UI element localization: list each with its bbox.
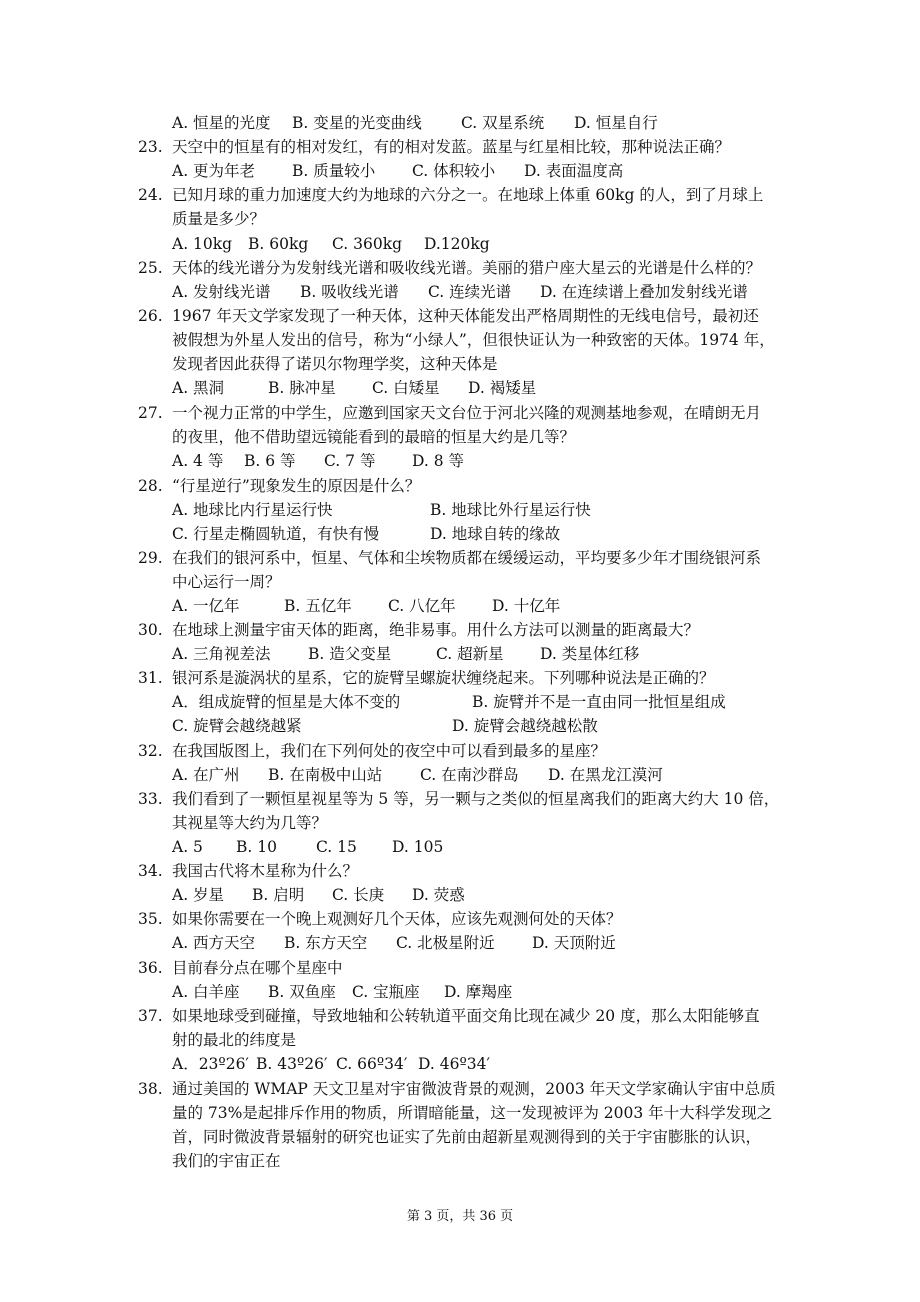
option-a: A．组成旋臂的恒星是大体不变的: [172, 693, 401, 711]
question-number: 25.: [138, 259, 163, 277]
question-number: 26.: [138, 307, 163, 325]
question-stem-line: 发现者因此获得了诺贝尔物理学奖，这种天体是: [172, 355, 498, 373]
question-stem-line: 天体的线光谱分为发射线光谱和吸收线光谱。美丽的猎户座大星云的光谱是什么样的？: [172, 259, 762, 277]
option-b: B. 地球比外行星运行快: [430, 501, 591, 519]
question-number: 38.: [138, 1080, 163, 1098]
option-a: A. 5: [172, 838, 203, 856]
option-c: C. 连续光谱: [428, 283, 512, 301]
option-d: D. 46º34′: [418, 1055, 490, 1073]
question-number: 32.: [138, 742, 163, 760]
option-b: B. 启明: [252, 886, 305, 904]
option-b: B. 60kg: [248, 235, 309, 253]
option-d: D. 旋臂会越绕越松散: [452, 717, 598, 735]
option-c: C. 旋臂会越绕越紧: [172, 717, 302, 735]
question-stem-line: 如果地球受到碰撞，导致地轴和公转轨道平面交角比现在减少 20 度，那么太阳能够直: [172, 1007, 760, 1025]
option-a: A. 更为年老: [172, 162, 256, 180]
question-stem-line: 天空中的恒星有的相对发红，有的相对发蓝。蓝星与红星相比较，那种说法正确？: [172, 138, 731, 156]
option-d: D. 荧惑: [412, 886, 465, 904]
question-number: 33.: [138, 790, 163, 808]
option-a: A. 西方天空: [172, 934, 256, 952]
option-c: C. 超新星: [436, 645, 504, 663]
question-number: 23.: [138, 138, 163, 156]
question-stem-line: 其视星等大约为几等？: [172, 814, 328, 832]
option-c: C. 宝瓶座: [352, 983, 420, 1001]
option-a: A. 地球比内行星运行快: [172, 501, 333, 519]
question-stem-line: 射的最北的纬度是: [172, 1031, 297, 1049]
option-d: D. 地球自转的缘故: [430, 525, 561, 543]
option-a: A. 白羊座: [172, 983, 240, 1001]
question-stem-line: 通过美国的 WMAP 天文卫星对宇宙微波背景的观测，2003 年天文学家确认宇宙中总质: [172, 1080, 776, 1098]
question-number: 27.: [138, 404, 163, 422]
question-stem-line: “行星逆行”现象发生的原因是什么？: [172, 477, 421, 495]
question-stem-line: 在地球上测量宇宙天体的距离，绝非易事。用什么方法可以测量的距离最大？: [172, 621, 700, 639]
question-number: 30.: [138, 621, 163, 639]
option-d: D. 表面温度高: [524, 162, 624, 180]
option-d: D. 天顶附近: [532, 934, 616, 952]
option-a: A. 4 等: [172, 452, 224, 470]
page-footer: 第 3 页，共 36 页: [406, 1209, 514, 1224]
question-stem-line: 银河系是漩涡状的星系，它的旋臂呈螺旋状缠绕起来。下列哪种说法是正确的？: [172, 669, 715, 687]
question-stem-line: 首，同时微波背景辐射的研究也证实了先前由超新星观测得到的关于宇宙膨胀的认识，: [172, 1128, 762, 1146]
question-stem-line: 被假想为外星人发出的信号，称为“小绿人”，但很快证认为一种致密的天体。1974 年，: [172, 331, 775, 349]
option-b: B. 旋臂并不是一直由同一批恒星组成: [472, 693, 726, 711]
question-stem-line: 我们的宇宙正在: [172, 1152, 281, 1170]
option-b: B. 43º26′: [256, 1055, 328, 1073]
option-a: A. 发射线光谱: [172, 283, 271, 301]
question-stem-line: 一个视力正常的中学生，应邀到国家天文台位于河北兴隆的观测基地参观，在晴朗无月: [172, 404, 762, 422]
option-b: B. 质量较小: [292, 162, 376, 180]
option-a: A. 在广州: [172, 766, 240, 784]
option-a: A. 10kg: [172, 235, 233, 253]
option-b: B. 脉冲星: [268, 379, 336, 397]
option-d: D. 恒星自行: [574, 114, 658, 132]
question-stem-line: 在我们的银河系中，恒星、气体和尘埃物质都在缓缓运动，平均要多少年才围绕银河系: [172, 549, 762, 567]
question-number: 35.: [138, 910, 163, 928]
option-d: D. 类星体红移: [540, 645, 640, 663]
question-number: 34.: [138, 862, 163, 880]
option-b: B. 6 等: [244, 452, 296, 470]
option-a: A．23º26′: [172, 1055, 249, 1073]
option-c: C. 体积较小: [412, 162, 496, 180]
option-d: D.120kg: [424, 235, 490, 253]
option-b: B. 东方天空: [284, 934, 368, 952]
option-b: B. 吸收线光谱: [300, 283, 399, 301]
option-d: D. 在连续谱上叠加发射线光谱: [540, 283, 748, 301]
option-c: C. 八亿年: [388, 597, 456, 615]
option-c: C. 白矮星: [372, 379, 440, 397]
option-b: B. 变星的光变曲线: [292, 114, 422, 132]
option-b: B. 10: [236, 838, 277, 856]
option-d: D. 105: [392, 838, 444, 856]
question-stem-line: 的夜里，他不借助望远镜能看到的最暗的恒星大约是几等？: [172, 428, 576, 446]
question-stem-line: 量的 73%是起排斥作用的物质，所谓暗能量，这一发现被评为 2003 年十大科学发现之: [172, 1104, 773, 1122]
question-number: 29.: [138, 549, 163, 567]
question-stem-line: 如果你需要在一个晚上观测好几个天体，应该先观测何处的天体？: [172, 910, 622, 928]
option-c: C. 66º34′: [336, 1055, 408, 1073]
option-c: C. 15: [316, 838, 357, 856]
option-a: A. 三角视差法: [172, 645, 271, 663]
option-b: B. 在南极中山站: [268, 766, 383, 784]
option-d: D. 褐矮星: [468, 379, 537, 397]
question-stem-line: 目前春分点在哪个星座中: [172, 959, 343, 977]
option-b: B. 造父变星: [308, 645, 392, 663]
question-stem-line: 在我国版图上，我们在下列何处的夜空中可以看到最多的星座？: [172, 742, 607, 760]
option-b: B. 双鱼座: [268, 983, 336, 1001]
question-stem-line: 1967 年天文学家发现了一种天体，这种天体能发出严格周期性的无线电信号，最初还: [172, 307, 759, 325]
option-b: B. 五亿年: [284, 597, 352, 615]
question-stem-line: 我们看到了一颗恒星视星等为 5 等，另一颗与之类似的恒星离我们的距离大约大 10 倍，: [172, 790, 780, 808]
question-number: 31.: [138, 669, 163, 687]
option-c: C. 行星走椭圆轨道，有快有慢: [172, 525, 380, 543]
option-a: A. 恒星的光度: [172, 114, 271, 132]
option-a: A. 岁星: [172, 886, 225, 904]
option-d: D. 在黑龙江漠河: [548, 766, 663, 784]
option-d: D. 十亿年: [492, 597, 561, 615]
option-c: C. 360kg: [332, 235, 403, 253]
option-c: C. 北极星附近: [396, 934, 495, 952]
option-d: D. 8 等: [412, 452, 465, 470]
question-stem-line: 已知月球的重力加速度大约为地球的六分之一。在地球上体重 60kg 的人，到了月球上: [172, 186, 764, 204]
option-c: C. 长庚: [332, 886, 385, 904]
option-a: A. 一亿年: [172, 597, 240, 615]
question-stem-line: 中心运行一周？: [172, 573, 281, 591]
question-number: 24.: [138, 186, 163, 204]
question-stem-line: 我国古代将木星称为什么？: [172, 862, 359, 880]
question-stem-line: 质量是多少？: [172, 210, 266, 228]
question-number: 37.: [138, 1007, 163, 1025]
option-d: D. 摩羯座: [444, 983, 513, 1001]
option-c: C. 7 等: [324, 452, 376, 470]
question-number: 28.: [138, 477, 163, 495]
question-number: 36.: [138, 959, 163, 977]
option-c: C. 在南沙群岛: [420, 766, 519, 784]
option-c: C. 双星系统: [461, 114, 545, 132]
option-a: A. 黑洞: [172, 379, 225, 397]
